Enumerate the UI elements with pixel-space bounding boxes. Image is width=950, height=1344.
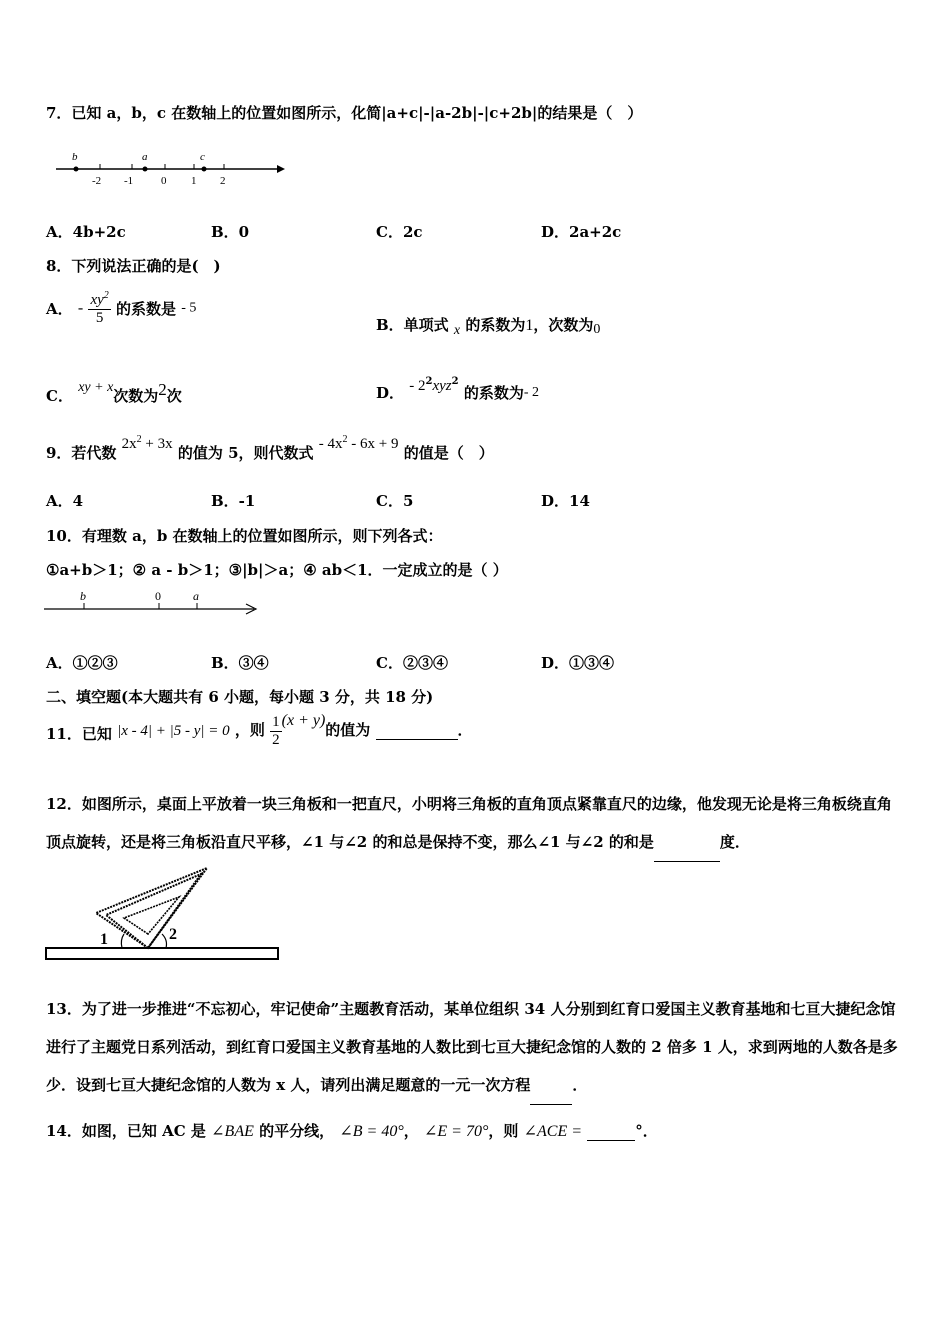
q11-answer-blank[interactable] [376, 721, 458, 740]
q12-fig-label-1: 1 [100, 931, 108, 948]
q8-option-a[interactable]: A． - $\frac{xy^2}{5}$ 的系数是 - 5 [46, 290, 197, 326]
q13-text: 13．为了进一步推进“不忘初心，牢记使命”主题教育活动，某单位组织 34 人分别到红育口爱国主义教育基地和七亘大捷纪念馆进行了主题党日系列活动，到红育口爱国主义教育基地的人数比到七亘大捷纪念馆的人数的 2 倍多 1 人，求到两地的人数各是多少．设到七亘大捷纪念馆的人数为 x 人，请列出满足题意的一元一次方程 ． [46, 990, 906, 1105]
q11-fraction: $\frac{1}{2}$ [272, 713, 280, 748]
q8-option-d[interactable]: D． - $2^2xyz^2$ 的系数为- 2 [376, 376, 540, 402]
q7-option-d[interactable]: D．2a+2c [541, 223, 622, 241]
q14-text: 14．如图，已知 AC 是 ∠BAE 的平分线， ∠B = 40°， ∠E = 70°，则 ∠ACE = °． [46, 1122, 658, 1140]
q7-option-c[interactable]: C．2c [376, 223, 423, 241]
q12-text: 12．如图所示，桌面上平放着一块三角板和一把直尺，小明将三角板的直角顶点紧靠直尺的边缘，他发现无论是将三角板绕直角顶点旋转，还是将三角板沿直尺平移，∠1 与∠2 的和总是保持不变，那么∠1 与∠2 的和是 度． [46, 785, 906, 862]
q8-option-b[interactable]: B．单项式 x 的系数为1，次数为0 [376, 316, 601, 338]
q10-option-b[interactable]: B．③④ [211, 654, 269, 672]
q7-axis-m1: -1 [124, 175, 134, 187]
q7-axis-1: 1 [191, 175, 197, 187]
q14-angle-e: ∠E = 70° [423, 1123, 489, 1140]
q11-text: 11．已知 |x - 4| + |5 - y| = 0 ，则 $\frac{1}{2}$ (x + y)的值为 ． [46, 712, 473, 748]
q9-expr2: - $4x^2 - 6x + 9$ [318, 434, 399, 452]
q14-angle-b: ∠B = 40° [339, 1123, 404, 1140]
section-2-heading: 二、填空题(本大题共有 6 小题，每小题 3 分，共 18 分) [46, 688, 434, 706]
q9-option-b[interactable]: B．-1 [211, 492, 256, 510]
q8-option-c[interactable]: C． xy + x次数为2次 [46, 380, 182, 405]
q10-axis-a: a [193, 589, 199, 603]
q7-axis-b: b [72, 151, 78, 163]
q13-answer-blank[interactable] [530, 1066, 572, 1105]
q7-axis-2: 2 [220, 175, 226, 187]
q10-number-line [42, 588, 272, 622]
q12-answer-blank[interactable] [654, 823, 720, 862]
q10-text-2: ①a+b＞1；② a - b＞1；③|b|＞a；④ ab＜1．一定成立的是（ ） [46, 561, 508, 579]
q7-option-b[interactable]: B．0 [211, 223, 250, 241]
q10-text-1: 10．有理数 a，b 在数轴上的位置如图所示，则下列各式： [46, 527, 443, 545]
q7-axis-m2: -2 [92, 175, 102, 187]
q7-axis-a: a [142, 151, 148, 163]
q7-axis-c: c [200, 151, 205, 163]
q9-option-c[interactable]: C．5 [376, 492, 414, 510]
q14-angle-bae: ∠BAE [211, 1123, 254, 1140]
q7-number-line [52, 148, 292, 188]
q8-text: 8．下列说法正确的是( ) [46, 257, 221, 275]
q14-answer-blank[interactable] [587, 1122, 635, 1141]
q12-fig-label-2: 2 [169, 926, 177, 943]
q9-option-d[interactable]: D．14 [541, 492, 590, 510]
q11-expr: |x - 4| + |5 - y| = 0 [117, 723, 230, 739]
q10-axis-b: b [80, 589, 86, 603]
q10-option-c[interactable]: C．②③④ [376, 654, 448, 672]
q9-option-a[interactable]: A．4 [46, 492, 84, 510]
q9-text: 9．若代数 $2x^2 + 3x$ 的值为 5，则代数式 - $4x^2 - 6x + 9$ 的值是（ ） [46, 434, 494, 462]
q12-figure [44, 864, 284, 964]
q7-text: 7．已知 a，b，c 在数轴上的位置如图所示，化简|a+c|-|a-2b|-|c+2b|的结果是（ ） [46, 104, 643, 122]
q14-angle-ace: ∠ACE = [523, 1123, 583, 1140]
q10-option-d[interactable]: D．①③④ [541, 654, 615, 672]
q8-a-fraction: $\frac{xy^2}{5}$ [90, 290, 109, 326]
q7-axis-0: 0 [161, 175, 167, 187]
q10-option-a[interactable]: A．①②③ [46, 654, 118, 672]
q10-axis-0: 0 [155, 589, 161, 603]
q9-expr1: $2x^2 + 3x$ [121, 434, 173, 452]
q7-option-a[interactable]: A．4b+2c [46, 223, 126, 241]
